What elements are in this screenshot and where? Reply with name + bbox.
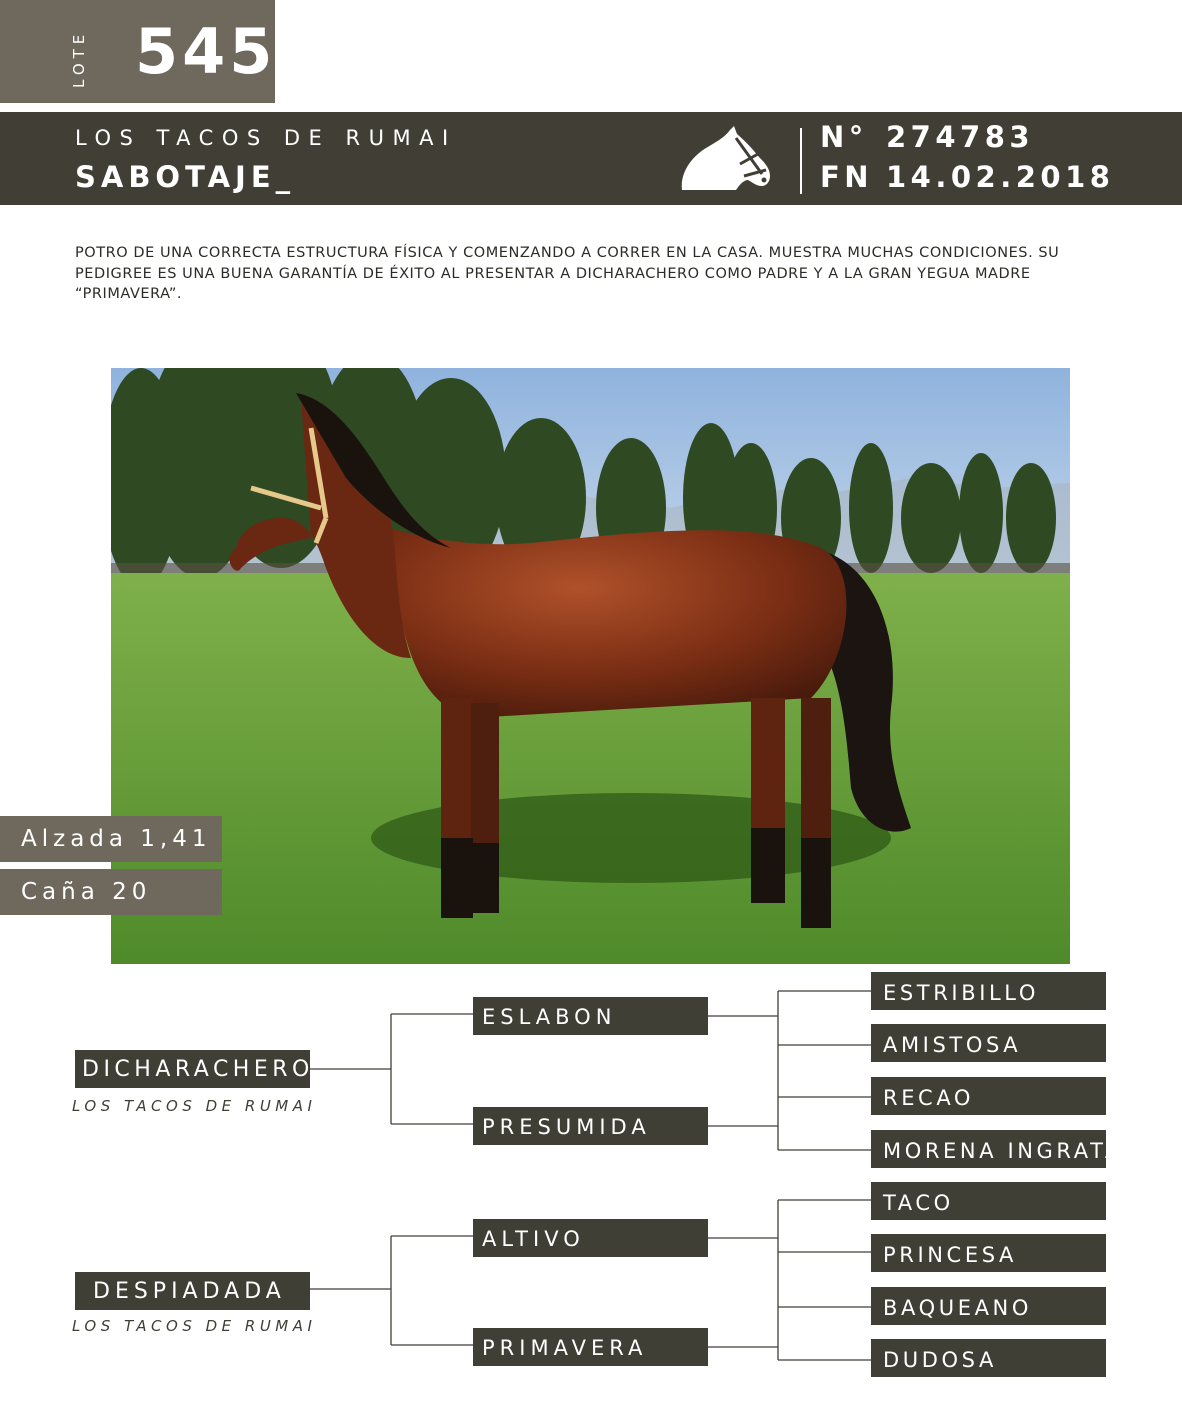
great-grandparent-6: PRINCESA (871, 1234, 1106, 1272)
sire-origin: LOS TACOS DE RUMAI (72, 1097, 317, 1115)
great-grandparent-8: DUDOSA (871, 1339, 1106, 1377)
birth-value: 14.02.2018 (886, 160, 1115, 194)
great-grandparent-3: RECAO (871, 1077, 1106, 1115)
sire-name: DICHARACHERO (75, 1050, 310, 1088)
cane-label: Caña 20 (0, 869, 222, 915)
dam-origin: LOS TACOS DE RUMAI (72, 1317, 317, 1335)
great-grandparent-5: TACO (871, 1182, 1106, 1220)
grandparent-1: ESLABON (473, 997, 708, 1035)
description-text: POTRO DE UNA CORRECTA ESTRUCTURA FÍSICA Y COMENZANDO A CORRER EN LA CASA. MUESTRA MUCHAS CONDICIONES. SU PEDIGREE ES UNA BUENA GARANTÍA DE ÉXITO AL PRESENTAR A DICHARACHERO COMO PADRE Y A LA GRAN YEGUA MADRE “PRIMAVERA”. (75, 245, 1060, 302)
great-grandparent-1: ESTRIBILLO (871, 972, 1106, 1010)
lot-number: 545 (135, 15, 277, 88)
great-grandparent-7: BAQUEANO (871, 1287, 1106, 1325)
grandparent-4: PRIMAVERA (473, 1328, 708, 1366)
registration-value: 274783 (886, 120, 1035, 154)
great-grandparent-2: AMISTOSA (871, 1024, 1106, 1062)
breeder-name: LOS TACOS DE RUMAI (75, 126, 457, 150)
dam-name: DESPIADADA (75, 1272, 310, 1310)
birth-key: FN (820, 160, 874, 194)
great-grandparent-4: MORENA INGRATA (871, 1130, 1106, 1168)
grandparent-2: PRESUMIDA (473, 1107, 708, 1145)
height-label: Alzada 1,41 (0, 816, 222, 862)
grandparent-3: ALTIVO (473, 1219, 708, 1257)
lot-label: LOTE (70, 29, 88, 88)
registration-key: N° (820, 120, 868, 154)
horse-name: SABOTAJE_ (75, 160, 296, 194)
